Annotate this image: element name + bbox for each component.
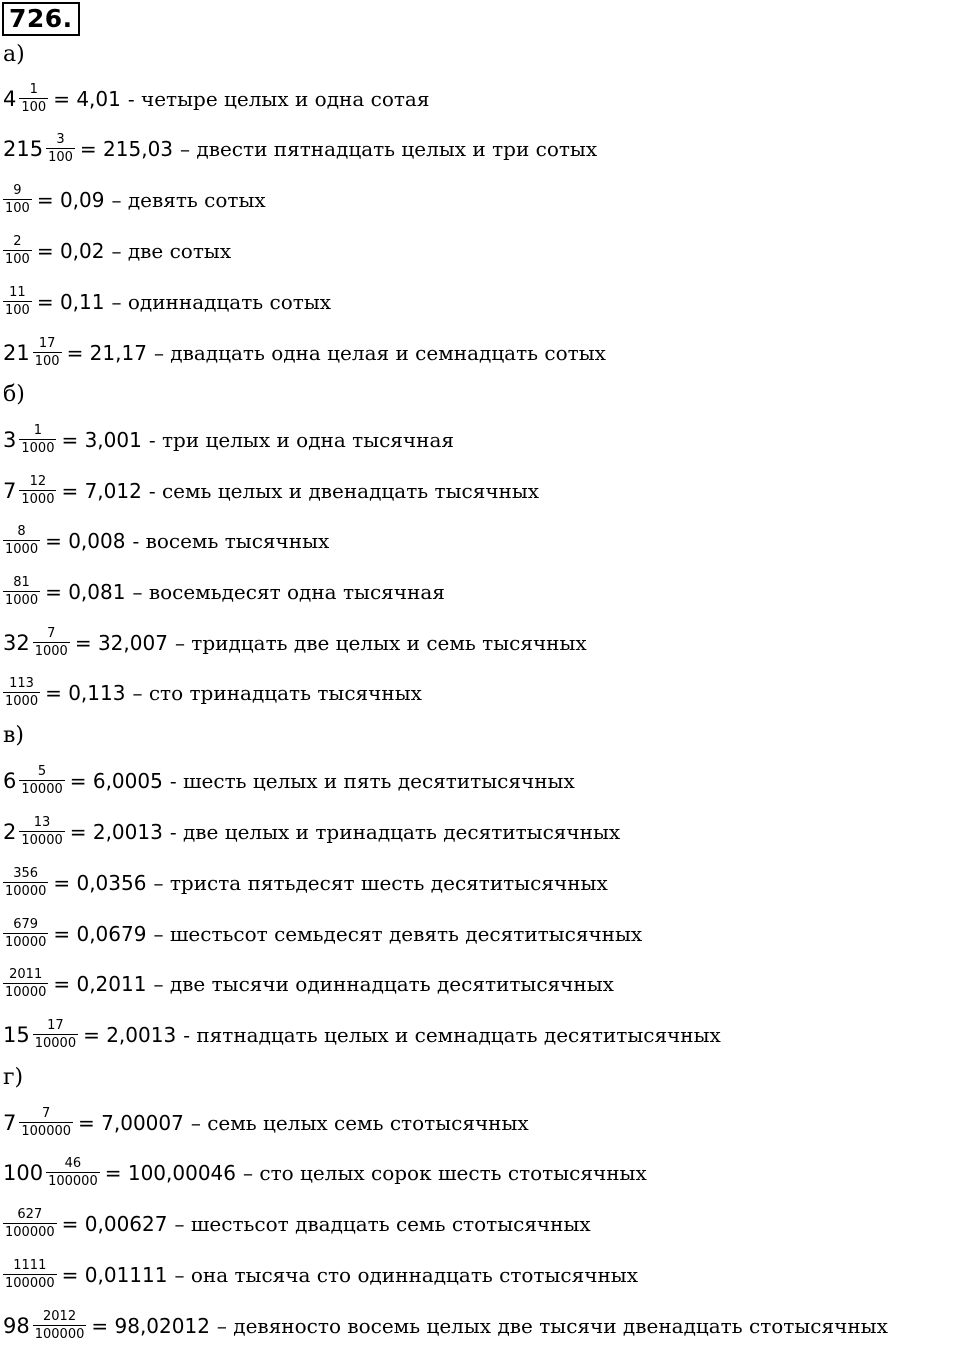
reading-in-words: - две целых и тринадцать десятитысячных (169, 820, 621, 844)
whole-part: 98 (3, 1314, 30, 1338)
fraction-denominator: 100000 (5, 1225, 55, 1240)
decimal-result: = 0,2011 (53, 972, 147, 996)
decimal-result: = 0,09 (36, 188, 105, 212)
equation-row (3, 279, 331, 325)
fraction-denominator: 10000 (5, 884, 47, 899)
whole-part: 21 (3, 341, 30, 365)
fraction-numerator: 17 (38, 336, 56, 351)
fraction-numerator: 679 (13, 917, 39, 932)
section-label: в) (3, 723, 24, 748)
fraction-numerator: 9 (13, 183, 22, 198)
fraction-denominator: 100000 (34, 1327, 85, 1342)
fraction-numerator: 11 (9, 285, 26, 300)
decimal-result: = 7,012 (61, 479, 142, 503)
fraction-numerator: 13 (33, 815, 51, 830)
reading-in-words: – шестьсот двадцать семь стотысячных (174, 1212, 591, 1236)
decimal-result: = 215,03 (79, 137, 174, 161)
fraction (19, 423, 56, 457)
equation-row (3, 809, 620, 855)
fraction-denominator: 100 (21, 100, 47, 115)
fraction-denominator: 100000 (21, 1124, 72, 1139)
decimal-result: = 2,0013 (69, 820, 163, 844)
fraction (33, 1309, 87, 1343)
fraction-numerator: 8 (17, 524, 26, 539)
fraction-denominator: 10000 (5, 985, 47, 1000)
equation-row (3, 228, 231, 274)
fraction (3, 676, 40, 710)
reading-in-words: – девять сотых (111, 188, 266, 212)
fraction-numerator: 2012 (43, 1309, 77, 1324)
fraction-numerator: 46 (64, 1156, 82, 1171)
whole-part: 2 (3, 820, 17, 844)
decimal-result: = 0,008 (45, 529, 126, 553)
equation-row (3, 860, 608, 906)
section-label: г) (3, 1065, 24, 1090)
fraction (3, 967, 48, 1001)
fraction-denominator: 1000 (5, 542, 39, 557)
equation-row (3, 1012, 721, 1058)
reading-in-words: – тридцать две целых и семь тысячных (174, 631, 587, 655)
fraction (19, 1106, 73, 1140)
decimal-result: = 98,02012 (91, 1314, 210, 1338)
reading-in-words: – двадцать одна целая и семнадцать сотых (153, 341, 606, 365)
fraction-denominator: 10000 (34, 1036, 77, 1051)
decimal-result: = 0,11 (36, 290, 105, 314)
reading-in-words: – две тысячи одиннадцать десятитысячных (153, 972, 614, 996)
fraction (19, 764, 64, 798)
fraction (3, 524, 40, 558)
equation-row (3, 76, 429, 122)
fraction (19, 815, 64, 849)
fraction-numerator: 1 (29, 82, 38, 97)
fraction-denominator: 1000 (34, 644, 68, 659)
reading-in-words: - восемь тысячных (132, 529, 330, 553)
decimal-result: = 21,17 (66, 341, 147, 365)
fraction-denominator: 100 (48, 150, 73, 165)
whole-part: 3 (3, 428, 17, 452)
fraction-numerator: 3 (56, 132, 65, 147)
equation-row (3, 1201, 591, 1247)
equation-row (3, 468, 539, 514)
reading-in-words: – семь целых семь стотысячных (190, 1111, 529, 1135)
fraction (3, 285, 32, 319)
equation-row (3, 1252, 638, 1298)
decimal-result: = 6,0005 (69, 769, 163, 793)
whole-part: 6 (3, 769, 17, 793)
equation-row (3, 330, 606, 376)
decimal-result: = 0,0679 (53, 922, 147, 946)
decimal-result: = 2,0013 (83, 1023, 177, 1047)
whole-part: 32 (3, 631, 30, 655)
whole-part: 7 (3, 479, 17, 503)
fraction-denominator: 10000 (21, 782, 63, 797)
fraction (3, 575, 40, 609)
whole-part: 215 (3, 137, 44, 161)
equation-row (3, 620, 587, 666)
equation-row (3, 758, 575, 804)
section-label: б) (3, 382, 25, 407)
reading-in-words: - пятнадцать целых и семнадцать десятитысячных (183, 1023, 721, 1047)
fraction-numerator: 113 (9, 676, 34, 691)
fraction-denominator: 1000 (21, 492, 55, 507)
decimal-result: = 0,0356 (53, 871, 147, 895)
fraction-denominator: 100 (34, 354, 60, 369)
fraction (33, 336, 62, 370)
decimal-result: = 100,00046 (104, 1161, 237, 1185)
whole-part: 15 (3, 1023, 30, 1047)
fraction-numerator: 627 (17, 1207, 43, 1222)
fraction-denominator: 1000 (5, 593, 39, 608)
equation-row (3, 911, 642, 957)
reading-in-words: – восемьдесят одна тысячная (132, 580, 445, 604)
equation-row (3, 126, 597, 172)
reading-in-words: – она тысяча сто одиннадцать стотысячных (174, 1263, 638, 1287)
equation-row (3, 1150, 647, 1196)
fraction (3, 917, 48, 951)
fraction-denominator: 100 (5, 252, 30, 267)
fraction-denominator: 100 (5, 201, 30, 216)
fraction (33, 626, 70, 660)
fraction-numerator: 7 (42, 1106, 51, 1121)
fraction-denominator: 10000 (21, 833, 63, 848)
reading-in-words: - четыре целых и одна сотая (127, 87, 430, 111)
equation-row (3, 518, 329, 564)
fraction-denominator: 1000 (5, 694, 39, 709)
fraction-numerator: 2011 (9, 967, 43, 982)
decimal-result: = 0,00627 (61, 1212, 168, 1236)
fraction (46, 132, 75, 166)
fraction (3, 234, 32, 268)
section-label: а) (3, 42, 25, 67)
equation-row (3, 417, 454, 463)
fraction (33, 1018, 78, 1052)
equation-row (3, 670, 422, 716)
reading-in-words: – одиннадцать сотых (111, 290, 332, 314)
reading-in-words: – девяносто восемь целых две тысячи двенадцать стотысячных (216, 1314, 888, 1338)
fraction-denominator: 1000 (21, 441, 55, 456)
fraction (46, 1156, 100, 1190)
decimal-result: = 0,01111 (61, 1263, 168, 1287)
fraction-numerator: 17 (47, 1018, 64, 1033)
fraction (19, 474, 56, 508)
fraction-denominator: 100000 (48, 1174, 98, 1189)
equation-row (3, 177, 266, 223)
whole-part: 7 (3, 1111, 17, 1135)
decimal-result: = 4,01 (53, 87, 121, 111)
equation-row (3, 569, 445, 615)
reading-in-words: – сто тринадцать тысячных (132, 681, 422, 705)
fraction (3, 1258, 57, 1292)
fraction-numerator: 12 (29, 474, 47, 489)
fraction-numerator: 2 (13, 234, 22, 249)
reading-in-words: – шестьсот семьдесят девять десятитысячных (153, 922, 643, 946)
fraction-numerator: 1 (33, 423, 43, 438)
fraction-numerator: 5 (37, 764, 47, 779)
reading-in-words: – двести пятнадцать целых и три сотых (180, 137, 598, 161)
decimal-result: = 0,113 (45, 681, 126, 705)
reading-in-words: – триста пятьдесят шесть десятитысячных (153, 871, 608, 895)
fraction-denominator: 100 (5, 303, 30, 318)
fraction (3, 183, 32, 217)
whole-part: 4 (3, 87, 17, 111)
decimal-result: = 3,001 (61, 428, 142, 452)
decimal-result: = 0,02 (36, 239, 105, 263)
fraction-denominator: 100000 (5, 1276, 55, 1291)
fraction-numerator: 81 (13, 575, 30, 590)
equation-row (3, 1100, 529, 1146)
equation-row (3, 961, 614, 1007)
fraction (19, 82, 48, 116)
reading-in-words: – сто целых сорок шесть стотысячных (243, 1161, 647, 1185)
fraction-numerator: 356 (13, 866, 39, 881)
decimal-result: = 7,00007 (78, 1111, 184, 1135)
decimal-result: = 0,081 (45, 580, 126, 604)
reading-in-words: - шесть целых и пять десятитысячных (169, 769, 575, 793)
fraction-denominator: 10000 (5, 935, 47, 950)
whole-part: 100 (3, 1161, 44, 1185)
reading-in-words: – две сотых (111, 239, 232, 263)
reading-in-words: - семь целых и двенадцать тысячных (148, 479, 540, 503)
fraction (3, 1207, 57, 1241)
task-number: 726. (2, 2, 80, 36)
fraction-numerator: 7 (47, 626, 56, 641)
decimal-result: = 32,007 (74, 631, 168, 655)
fraction-numerator: 1111 (13, 1258, 47, 1273)
equation-row (3, 1303, 888, 1349)
fraction (3, 866, 48, 900)
reading-in-words: - три целых и одна тысячная (148, 428, 455, 452)
